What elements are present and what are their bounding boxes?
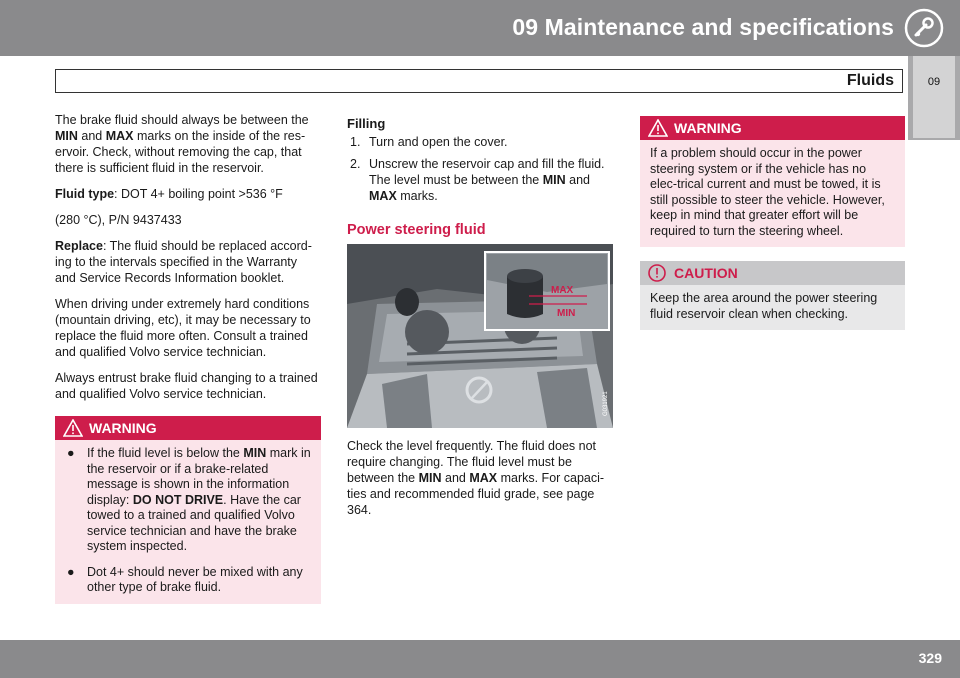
warning-triangle-icon <box>648 119 668 137</box>
entrust-paragraph: Always entrust brake fluid changing to a trained and qualified Volvo service technician. <box>55 371 318 401</box>
section-title: Fluids <box>846 72 894 89</box>
warning-triangle-icon <box>63 419 83 437</box>
page-number: 329 <box>918 650 942 666</box>
step-item: 2. Unscrew the reservoir cap and fill the fluid. The level must be between the MIN and MAX marks. <box>350 157 605 203</box>
engine-bay-photo <box>347 244 613 428</box>
filling-heading: Filling <box>347 116 386 131</box>
caution-title: CAUTION <box>674 265 738 281</box>
steering-warning-box <box>640 116 905 247</box>
chapter-title: 09 Maintenance and specifications <box>512 14 894 40</box>
warning-title: WARNING <box>674 120 742 136</box>
extreme-conditions-paragraph: When driving under extremely hard conditions (mountain driving, etc), it may be necessary to replace the fluid more often. Consult a trained and qualified Volvo service technician. <box>55 297 311 359</box>
page-footer <box>0 640 960 678</box>
chapter-tab-number: 09 <box>927 76 941 88</box>
wrench-gear-icon <box>904 8 944 48</box>
column-filling <box>347 116 613 528</box>
brake-warning-box <box>55 416 321 604</box>
caution-text: Keep the area around the power steering fluid reservoir clean when checking. <box>650 291 878 321</box>
max-mark-label: MAX <box>551 285 574 296</box>
chapter-tab <box>908 56 960 140</box>
warning-item: ● Dot 4+ should never be mixed with any other type of brake fluid. <box>67 564 303 594</box>
step-item: 1. Turn and open the cover. <box>350 135 508 149</box>
warning-text: If a problem should occur in the power steering system or if the vehicle has no elec-trical current and must be towed, it is still possible to steer the vehicle. However, keep in mind that greater effort will be required to turn the steering wheel. <box>650 146 885 238</box>
power-steering-heading: Power steering fluid <box>347 222 486 238</box>
warning-item: ● If the fluid level is below the MIN mark in the reservoir or if a brake-related message is shown in the information display: DO NOT DRIVE. Have the car towed to a trained and qualified Volvo service technician and have the brake system inspected. <box>67 446 311 553</box>
warning-title: WARNING <box>89 420 157 436</box>
chapter-header <box>0 0 960 56</box>
caution-exclamation-icon <box>648 264 666 282</box>
check-level-paragraph: Check the level frequently. The fluid does not require changing. The fluid level must be between the MIN and MAX marks. For capaci-ties and recommended fluid grade, see page 364. <box>347 439 605 517</box>
fluid-type-line2: (280 °C), P/N 9437433 <box>55 213 182 227</box>
column-warnings <box>640 116 905 330</box>
photo-code: G031921 <box>603 391 609 416</box>
section-bar <box>55 69 903 93</box>
intro-paragraph: The brake fluid should always be between the MIN and MAX marks on the inside of the res-ervoir. Check, without removing the cap, that there is sufficient fluid in the reservoir. <box>55 113 309 175</box>
replace-paragraph: Replace: The fluid should be replaced accord-ing to the intervals specified in the Warranty and Service Records Information booklet. <box>55 239 312 285</box>
caution-header <box>640 261 905 285</box>
warning-header <box>55 416 321 440</box>
warning-header <box>640 116 905 140</box>
min-mark-label: MIN <box>557 308 576 319</box>
column-brake-fluid <box>55 112 321 604</box>
fluid-type-paragraph: Fluid type: DOT 4+ boiling point >536 °F <box>55 187 283 201</box>
caution-box <box>640 261 905 330</box>
